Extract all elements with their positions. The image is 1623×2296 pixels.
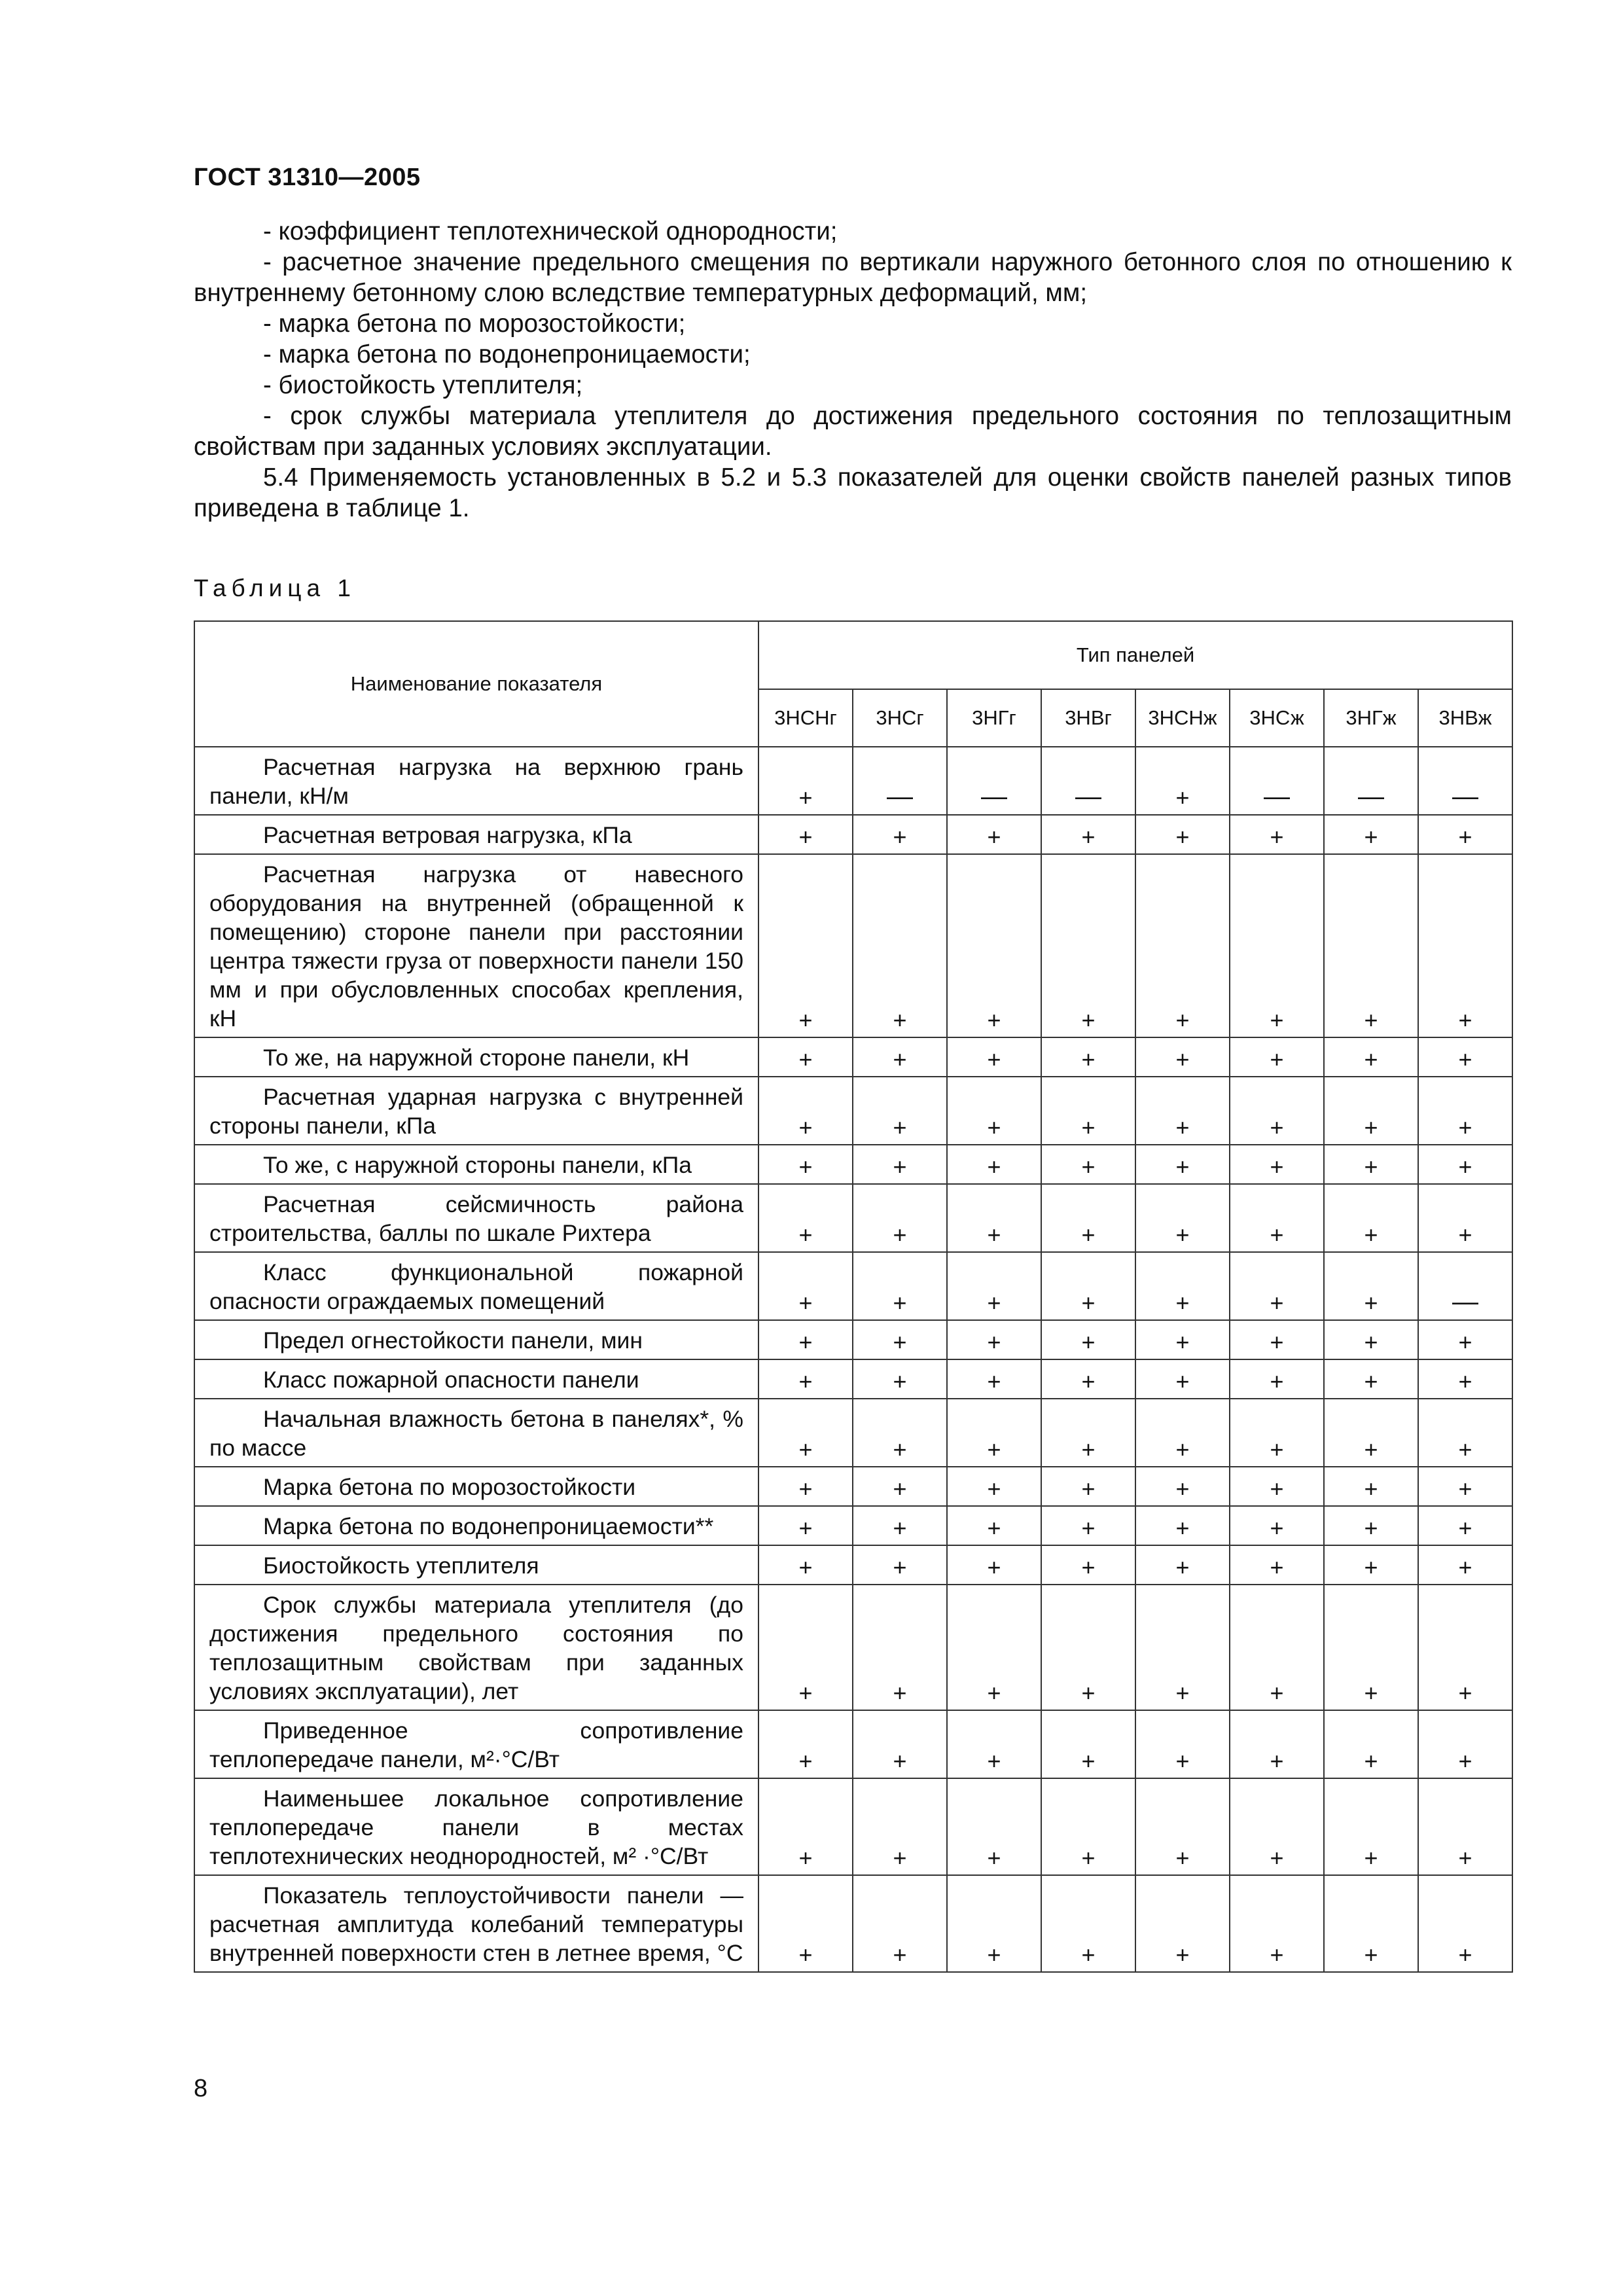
document-title: ГОСТ 31310—2005 <box>194 164 421 191</box>
applicability-mark: + <box>1418 1145 1512 1184</box>
column-header: 3НСНж <box>1135 689 1230 747</box>
applicability-mark: + <box>1230 1184 1324 1252</box>
row-label-text: Расчетная нагрузка от навесного оборудования на внутренней (обращенной к помещению) стороне панели при расстоянии центра тяжести груза от поверхности панели 150 мм и при обусловленных способах крепления, кН <box>209 861 743 1031</box>
applicability-mark: + <box>1230 1545 1324 1585</box>
applicability-mark: + <box>1230 1585 1324 1710</box>
applicability-mark: + <box>758 854 853 1037</box>
row-label-text: Марка бетона по морозостойкости <box>263 1474 636 1500</box>
applicability-mark: + <box>1230 1710 1324 1778</box>
row-label-text: Показатель теплоустойчивости панели — расчетная амплитуда колебаний температуры внутренней поверхности стен в летнее время, °С <box>209 1882 743 1966</box>
applicability-mark: + <box>1041 1252 1135 1320</box>
header-indicator-name: Наименование показателя <box>194 621 758 747</box>
applicability-mark: + <box>947 1778 1041 1875</box>
applicability-mark: + <box>1041 1710 1135 1778</box>
applicability-mark: + <box>1230 1778 1324 1875</box>
applicability-mark: + <box>1324 1778 1418 1875</box>
column-header: 3НГж <box>1324 689 1418 747</box>
applicability-mark: + <box>758 1875 853 1972</box>
applicability-mark: + <box>1135 1145 1230 1184</box>
row-label-text: Начальная влажность бетона в панелях*, % по массе <box>209 1406 743 1461</box>
applicability-mark: + <box>758 1506 853 1545</box>
applicability-mark: + <box>1041 1320 1135 1359</box>
applicability-mark: + <box>1230 1875 1324 1972</box>
row-label-text: То же, с наружной стороны панели, кПа <box>263 1152 692 1178</box>
applicability-mark: + <box>1418 1037 1512 1077</box>
table-caption: Таблица 1 <box>194 575 356 601</box>
row-label <box>194 854 758 1037</box>
applicability-mark: + <box>853 1320 947 1359</box>
applicability-mark: + <box>1418 1399 1512 1467</box>
applicability-mark: + <box>1041 1399 1135 1467</box>
row-label <box>194 1467 758 1506</box>
row-label <box>194 747 758 815</box>
applicability-mark: + <box>947 1145 1041 1184</box>
applicability-mark: + <box>1135 1875 1230 1972</box>
applicability-mark: + <box>758 1320 853 1359</box>
applicability-mark: + <box>1324 1506 1418 1545</box>
applicability-mark: + <box>1324 1320 1418 1359</box>
table-row <box>194 1778 1512 1875</box>
table-row <box>194 815 1512 854</box>
applicability-mark: + <box>1230 1145 1324 1184</box>
applicability-mark: + <box>947 1252 1041 1320</box>
paragraph: - биостойкость утеплителя; <box>263 371 583 399</box>
applicability-mark: + <box>758 1399 853 1467</box>
paragraph: - срок службы материала утеплителя до достижения предельного состояния по теплозащитным свойствам при заданных условиях эксплуатации. <box>194 402 1512 461</box>
table-row <box>194 1506 1512 1545</box>
table-row <box>194 1545 1512 1585</box>
applicability-mark: + <box>947 1320 1041 1359</box>
row-label-text: Биостойкость утеплителя <box>263 1552 539 1579</box>
applicability-mark: + <box>1135 1506 1230 1545</box>
applicability-mark: + <box>1135 1710 1230 1778</box>
applicability-mark: + <box>947 815 1041 854</box>
applicability-mark: + <box>947 1585 1041 1710</box>
applicability-mark: + <box>758 1184 853 1252</box>
applicability-mark: + <box>1418 1184 1512 1252</box>
applicability-mark: + <box>853 1585 947 1710</box>
applicability-mark: + <box>947 1359 1041 1399</box>
row-label <box>194 1506 758 1545</box>
applicability-mark: + <box>1230 1077 1324 1145</box>
applicability-mark: + <box>1418 1545 1512 1585</box>
applicability-mark: + <box>1418 815 1512 854</box>
body-text <box>194 216 1512 524</box>
row-label <box>194 1545 758 1585</box>
table-row <box>194 1585 1512 1710</box>
applicability-mark: + <box>1324 1545 1418 1585</box>
applicability-mark: + <box>1418 1359 1512 1399</box>
applicability-mark: + <box>1135 1399 1230 1467</box>
row-label <box>194 1037 758 1077</box>
applicability-mark: + <box>1041 1778 1135 1875</box>
applicability-mark: + <box>758 1545 853 1585</box>
row-label-text: Марка бетона по водонепроницаемости** <box>263 1513 714 1539</box>
table-row <box>194 1399 1512 1467</box>
column-header: 3НСж <box>1230 689 1324 747</box>
applicability-mark: + <box>1041 1545 1135 1585</box>
applicability-mark: + <box>1041 1875 1135 1972</box>
applicability-mark: + <box>758 1585 853 1710</box>
row-label-text: То же, на наружной стороне панели, кН <box>263 1045 690 1071</box>
applicability-mark: + <box>947 1875 1041 1972</box>
applicability-mark: + <box>1324 1875 1418 1972</box>
applicability-mark: — <box>1418 1252 1512 1320</box>
applicability-mark: + <box>853 815 947 854</box>
applicability-mark: + <box>1041 1037 1135 1077</box>
applicability-mark: + <box>1041 1077 1135 1145</box>
applicability-mark: + <box>853 1145 947 1184</box>
table-row <box>194 1875 1512 1972</box>
row-label <box>194 1875 758 1972</box>
row-label-text: Срок службы материала утеплителя (до достижения предельного состояния по теплозащитным свойствам при заданных условиях эксплуатации), лет <box>209 1592 743 1704</box>
applicability-mark: + <box>1324 1077 1418 1145</box>
applicability-mark: + <box>1135 1778 1230 1875</box>
applicability-mark: + <box>1324 1359 1418 1399</box>
table-row <box>194 1037 1512 1077</box>
row-label <box>194 1399 758 1467</box>
applicability-mark: + <box>853 1184 947 1252</box>
applicability-mark: — <box>1041 747 1135 815</box>
applicability-mark: + <box>853 1545 947 1585</box>
row-label <box>194 1359 758 1399</box>
applicability-mark: + <box>1230 854 1324 1037</box>
applicability-mark: + <box>1135 1467 1230 1506</box>
applicability-mark: + <box>1324 1252 1418 1320</box>
row-label-text: Расчетная ударная нагрузка с внутренней стороны панели, кПа <box>209 1084 743 1139</box>
column-header: 3НВг <box>1041 689 1135 747</box>
header-panel-type: Тип панелей <box>758 621 1512 689</box>
applicability-mark: + <box>1041 1467 1135 1506</box>
table-row <box>194 854 1512 1037</box>
applicability-mark: + <box>758 1710 853 1778</box>
row-label-text: Расчетная ветровая нагрузка, кПа <box>263 822 632 848</box>
row-label-text: Наименьшее локальное сопротивление теплопередаче панели в местах теплотехнических неоднородностей, м² ·°С/Вт <box>209 1785 743 1869</box>
applicability-mark: + <box>1041 1506 1135 1545</box>
row-label <box>194 1184 758 1252</box>
applicability-mark: + <box>853 1875 947 1972</box>
applicability-mark: — <box>947 747 1041 815</box>
paragraph: - марка бетона по водонепроницаемости; <box>263 340 751 368</box>
row-label <box>194 1077 758 1145</box>
applicability-mark: + <box>1230 1399 1324 1467</box>
applicability-mark: + <box>1135 1320 1230 1359</box>
column-header: 3НСНг <box>758 689 853 747</box>
table-row <box>194 1359 1512 1399</box>
applicability-mark: + <box>1418 1506 1512 1545</box>
applicability-mark: + <box>947 854 1041 1037</box>
row-label <box>194 1778 758 1875</box>
applicability-mark: + <box>1041 815 1135 854</box>
applicability-mark: + <box>853 1252 947 1320</box>
applicability-mark: + <box>1135 854 1230 1037</box>
applicability-mark: + <box>1135 1037 1230 1077</box>
row-label-text: Расчетная нагрузка на верхнюю грань панели, кН/м <box>209 754 743 809</box>
applicability-mark: + <box>1135 1359 1230 1399</box>
table-row <box>194 1184 1512 1252</box>
applicability-mark: + <box>947 1184 1041 1252</box>
applicability-mark: + <box>1324 1399 1418 1467</box>
row-label <box>194 1710 758 1778</box>
applicability-mark: + <box>853 854 947 1037</box>
column-header: 3НСг <box>853 689 947 747</box>
applicability-mark: + <box>853 1399 947 1467</box>
applicability-mark: + <box>853 1506 947 1545</box>
applicability-mark: + <box>853 1710 947 1778</box>
applicability-mark: + <box>1324 1467 1418 1506</box>
row-label-text: Расчетная сейсмичность района строительства, баллы по шкале Рихтера <box>209 1191 743 1246</box>
applicability-mark: + <box>758 1145 853 1184</box>
applicability-mark: + <box>1041 1184 1135 1252</box>
applicability-mark: + <box>1041 1145 1135 1184</box>
applicability-mark: + <box>1135 1545 1230 1585</box>
row-label <box>194 1145 758 1184</box>
table-row <box>194 1145 1512 1184</box>
table-row <box>194 1252 1512 1320</box>
table-row <box>194 1320 1512 1359</box>
applicability-mark: + <box>947 1077 1041 1145</box>
applicability-mark: + <box>853 1077 947 1145</box>
applicability-mark: + <box>1324 1145 1418 1184</box>
applicability-mark: + <box>1041 854 1135 1037</box>
applicability-mark: + <box>1135 1184 1230 1252</box>
table-row <box>194 1710 1512 1778</box>
applicability-mark: + <box>758 1359 853 1399</box>
row-label-text: Класс пожарной опасности панели <box>263 1367 639 1393</box>
applicability-mark: + <box>1324 854 1418 1037</box>
applicability-mark: + <box>947 1037 1041 1077</box>
row-label <box>194 1320 758 1359</box>
applicability-mark: + <box>1230 1037 1324 1077</box>
applicability-mark: + <box>853 1037 947 1077</box>
applicability-mark: + <box>758 1467 853 1506</box>
applicability-mark: + <box>1041 1585 1135 1710</box>
applicability-mark: + <box>1230 815 1324 854</box>
table-row <box>194 1467 1512 1506</box>
applicability-mark: + <box>758 1037 853 1077</box>
row-label <box>194 1252 758 1320</box>
applicability-mark: + <box>1135 1585 1230 1710</box>
applicability-mark: + <box>1324 1710 1418 1778</box>
row-label <box>194 1585 758 1710</box>
applicability-mark: + <box>758 1077 853 1145</box>
applicability-mark: — <box>1230 747 1324 815</box>
applicability-mark: + <box>758 747 853 815</box>
applicability-mark: + <box>1135 1252 1230 1320</box>
applicability-mark: + <box>853 1778 947 1875</box>
table-row <box>194 747 1512 815</box>
applicability-mark: — <box>1324 747 1418 815</box>
applicability-mark: + <box>947 1545 1041 1585</box>
applicability-mark: + <box>1135 815 1230 854</box>
applicability-mark: + <box>1230 1359 1324 1399</box>
applicability-mark: + <box>1324 1585 1418 1710</box>
applicability-mark: + <box>947 1710 1041 1778</box>
applicability-mark: + <box>1418 1585 1512 1710</box>
applicability-mark: + <box>1418 1778 1512 1875</box>
row-label-text: Предел огнестойкости панели, мин <box>263 1327 643 1354</box>
applicability-mark: + <box>1418 1467 1512 1506</box>
applicability-mark: + <box>1418 1875 1512 1972</box>
applicability-mark: + <box>1418 1320 1512 1359</box>
table-row <box>194 1077 1512 1145</box>
applicability-mark: + <box>1230 1252 1324 1320</box>
applicability-mark: + <box>853 1467 947 1506</box>
applicability-mark: + <box>758 1252 853 1320</box>
table-body <box>194 747 1512 1972</box>
applicability-mark: + <box>1230 1506 1324 1545</box>
paragraph: - расчетное значение предельного смещения по вертикали наружного бетонного слоя по отношению к внутреннему бетонному слою вследствие температурных деформаций, мм; <box>194 248 1512 307</box>
applicability-mark: + <box>1041 1359 1135 1399</box>
column-header: 3НГг <box>947 689 1041 747</box>
applicability-mark: + <box>1418 1710 1512 1778</box>
applicability-mark: + <box>947 1467 1041 1506</box>
applicability-mark: + <box>1230 1320 1324 1359</box>
column-header: 3НВж <box>1418 689 1512 747</box>
applicability-mark: — <box>853 747 947 815</box>
applicability-mark: + <box>853 1359 947 1399</box>
applicability-mark: — <box>1418 747 1512 815</box>
applicability-mark: + <box>758 1778 853 1875</box>
applicability-mark: + <box>1135 747 1230 815</box>
applicability-table <box>194 620 1513 1973</box>
applicability-mark: + <box>947 1506 1041 1545</box>
applicability-mark: + <box>758 815 853 854</box>
paragraph: 5.4 Применяемость установленных в 5.2 и 5.3 показателей для оценки свойств панелей разных типов приведена в таблице 1. <box>194 463 1512 522</box>
paragraph: - коэффициент теплотехнической однородности; <box>263 217 838 245</box>
applicability-mark: + <box>1324 815 1418 854</box>
applicability-mark: + <box>1230 1467 1324 1506</box>
row-label <box>194 815 758 854</box>
applicability-mark: + <box>947 1399 1041 1467</box>
applicability-mark: + <box>1135 1077 1230 1145</box>
page-number: 8 <box>194 2075 208 2102</box>
row-label-text: Приведенное сопротивление теплопередаче панели, м²·°С/Вт <box>209 1717 743 1772</box>
row-label-text: Класс функциональной пожарной опасности ограждаемых помещений <box>209 1259 743 1314</box>
applicability-mark: + <box>1324 1184 1418 1252</box>
paragraph: - марка бетона по морозостойкости; <box>263 310 686 338</box>
applicability-mark: + <box>1418 1077 1512 1145</box>
applicability-mark: + <box>1418 854 1512 1037</box>
applicability-mark: + <box>1324 1037 1418 1077</box>
